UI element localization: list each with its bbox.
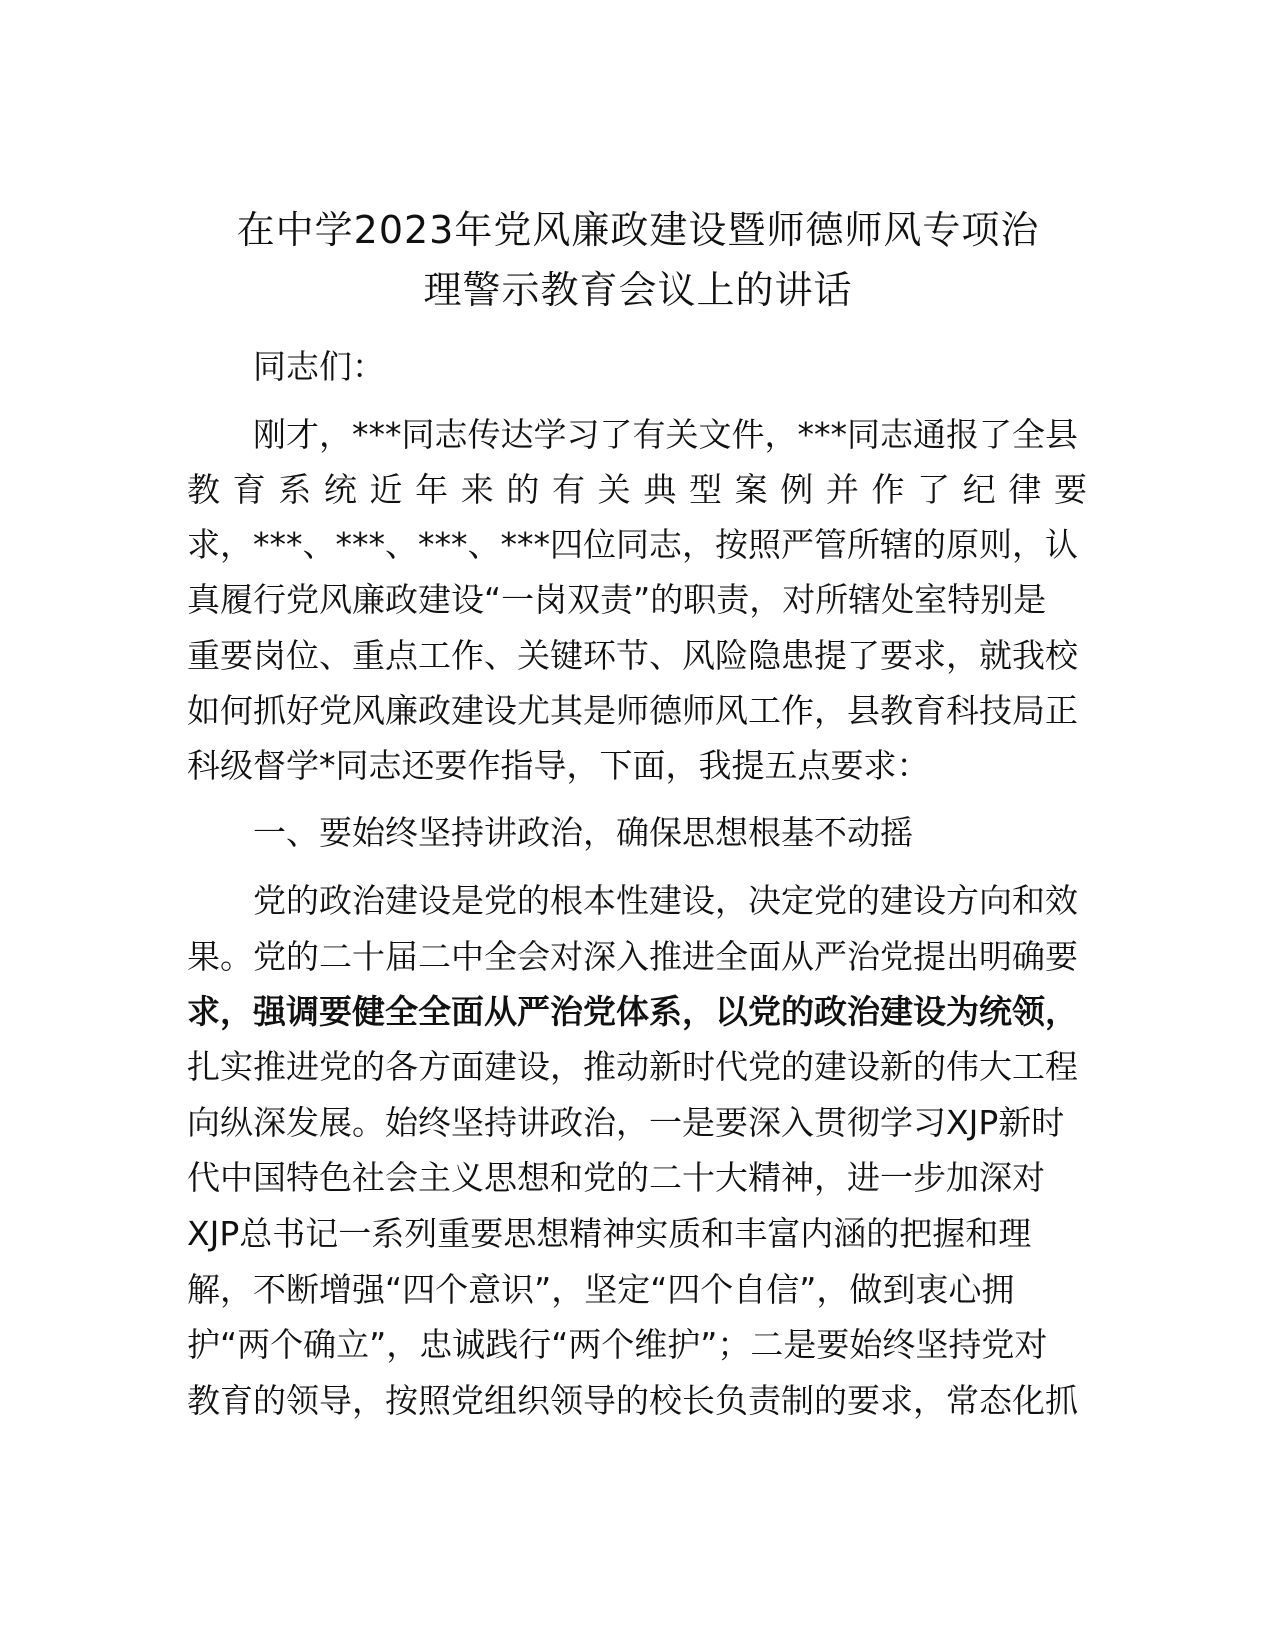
section-heading-1: 一、要始终坚持讲政治，确保思想根基不动摇 [253, 813, 913, 852]
paragraph-1-line-7: 科级督学*同志还要作指导，下面，我提五点要求： [187, 746, 930, 785]
paragraph-2-line-6: 代中国特色社会主义思想和党的二十大精神，进一步加深对 [187, 1158, 1045, 1197]
paragraph-2-line-4: 扎实推进党的各方面建设，推动新时代党的建设新的伟大工程 [187, 1047, 1078, 1086]
paragraph-1-line-4: 真履行党风廉政建设“一岗双责”的职责，对所辖处室特别是 [187, 580, 1047, 619]
paragraph-2-line-5: 向纵深发展。始终坚持讲政治，一是要深入贯彻学习XJP新时 [187, 1103, 1065, 1142]
paragraph-2-line-1: 党的政治建设是党的根本性建设，决定党的建设方向和效 [253, 881, 1078, 920]
paragraph-1-line-1: 刚才，***同志传达学习了有关文件，***同志通报了全县 [253, 415, 1078, 454]
title-line-1: 在中学2023年党风廉政建设暨师德师风专项治 [236, 208, 1040, 252]
paragraph-2-line-7: XJP总书记一系列重要思想精神实质和丰富内涵的把握和理 [187, 1214, 1032, 1253]
paragraph-1-line-5: 重要岗位、重点工作、关键环节、风险隐患提了要求，就我校 [187, 636, 1078, 675]
paragraph-1-line-3: 求，***、***、***、***四位同志，按照严管所辖的原则，认 [187, 525, 1078, 564]
paragraph-2-line-2: 果。党的二十届二中全会对深入推进全面从严治党提出明确要 [187, 937, 1078, 976]
paragraph-2-line-8: 解，不断增强“四个意识”，坚定“四个自信”，做到衷心拥 [187, 1270, 1015, 1309]
paragraph-2-line-9: 护“两个确立”，忠诚践行“两个维护”；二是要始终坚持党对 [187, 1325, 1048, 1364]
paragraph-2-line-3: 求，强调要健全全面从严治党体系，以党的政治建设为统领， [187, 992, 1078, 1031]
document-title [170, 200, 1106, 320]
salutation: 同志们： [253, 347, 385, 386]
paragraph-1-line-2: 教育系统近年来的有关典型案例并作了纪律要 [187, 470, 1087, 509]
title-line-2: 理警示教育会议上的讲话 [423, 268, 853, 312]
paragraph-2-line-10: 教育的领导，按照党组织领导的校长负责制的要求，常态化抓 [187, 1381, 1078, 1420]
paragraph-1-line-6: 如何抓好党风廉政建设尤其是师德师风工作，县教育科技局正 [187, 691, 1078, 730]
